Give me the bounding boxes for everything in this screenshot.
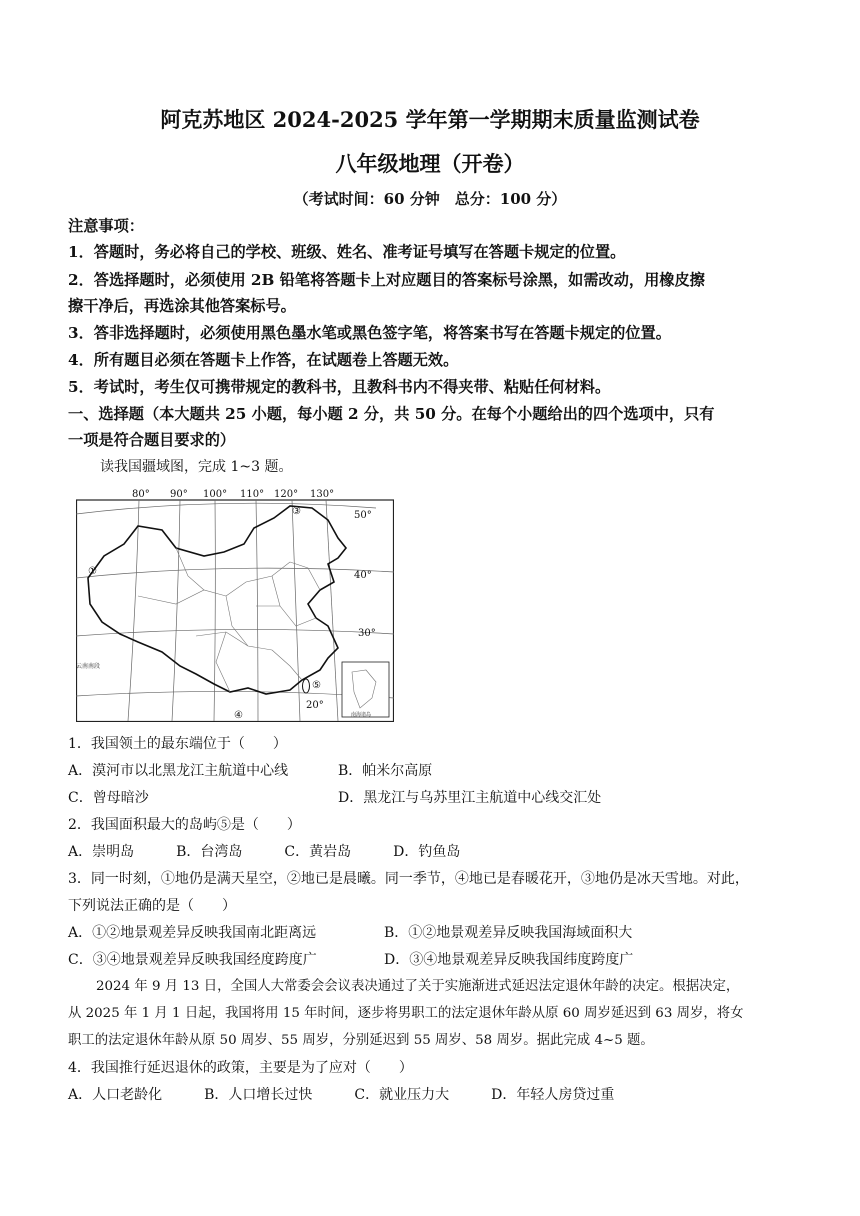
- map-marker-4: ④: [234, 710, 243, 721]
- notes-heading: 注意事项：: [68, 217, 144, 235]
- material-line-3: 职工的法定退休年龄从原 50 周岁、55 周岁，分别延迟到 55 周岁、58 周岁。据此完成 4~5 题。: [68, 1033, 654, 1048]
- q3-option-d: D．③④地景观差异反映我国纬度跨度广: [384, 952, 634, 968]
- map-marker-1: ①: [88, 566, 97, 577]
- note-2a: 2．答选择题时，必须使用 2B 铅笔将答题卡上对应题目的答案标号涂黑，如需改动，用橡皮擦: [68, 271, 705, 289]
- lon-label-130: 130°: [310, 489, 335, 500]
- q3-option-b: B．①②地景观差异反映我国海域面积大: [384, 925, 633, 941]
- china-territory-map: [76, 486, 394, 722]
- q2-options: A．崇明岛 B．台湾岛 C．黄岩岛 D．钓鱼岛: [68, 844, 461, 860]
- inset-label: 南海诸岛: [351, 712, 372, 718]
- q1-option-c: C．曾母暗沙: [68, 790, 149, 806]
- lat-label-40: 40°: [354, 570, 372, 581]
- lon-label-120: 120°: [274, 489, 299, 500]
- exam-title: 阿克苏地区 2024-2025 学年第一学期期末质量监测试卷: [160, 107, 700, 132]
- lon-label-80: 80°: [132, 489, 150, 500]
- lat-label-50: 50°: [354, 510, 372, 521]
- question-4: 4．我国推行延迟退休的政策，主要是为了应对（ ）: [68, 1060, 413, 1076]
- q1-option-d: D．黑龙江与乌苏里江主航道中心线交汇处: [338, 790, 602, 806]
- q3-option-a: A．①②地景观差异反映我国南北距离远: [68, 925, 317, 941]
- map-small-label: 云南南段: [76, 663, 101, 670]
- q1-option-a: A．漠河市以北黑龙江主航道中心线: [68, 763, 289, 779]
- q1-option-b: B．帕米尔高原: [338, 763, 433, 779]
- lat-label-20: 20°: [306, 700, 324, 711]
- question-2: 2．我国面积最大的岛屿⑤是（ ）: [68, 817, 301, 833]
- note-2b: 擦干净后，再选涂其他答案标号。: [68, 297, 296, 315]
- lon-label-100: 100°: [203, 489, 228, 500]
- exam-subtitle: 八年级地理（开卷）: [335, 151, 525, 176]
- section1-heading-b: 一项是符合题目要求的）: [68, 431, 236, 449]
- lon-label-110: 110°: [240, 489, 265, 500]
- note-5: 5．考试时，考生仅可携带规定的教科书，且教科书内不得夹带、粘贴任何材料。: [68, 378, 611, 396]
- question-1: 1．我国领土的最东端位于（ ）: [68, 736, 287, 752]
- map-marker-5: ⑤: [312, 680, 321, 691]
- note-3: 3．答非选择题时，必须使用黑色墨水笔或黑色签字笔，将答案书写在答题卡规定的位置。: [68, 324, 671, 342]
- note-4: 4．所有题目必须在答题卡上作答，在试题卷上答题无效。: [68, 351, 459, 369]
- section1-heading-a: 一、选择题（本大题共 25 小题，每小题 2 分，共 50 分。在每个小题给出的四个选项中，只有: [68, 405, 715, 423]
- note-1: 1．答题时，务必将自己的学校、班级、姓名、准考证号填写在答题卡规定的位置。: [68, 243, 626, 261]
- material-line-1: 2024 年 9 月 13 日，全国人大常委会会议表决通过了关于实施渐进式延迟法定退休年龄的决定。根据决定，: [96, 979, 740, 994]
- map-intro: 读我国疆域图，完成 1~3 题。: [100, 459, 293, 475]
- material-line-2: 从 2025 年 1 月 1 日起，我国将用 15 年时间，逐步将男职工的法定退休年龄从原 60 周岁延迟到 63 周岁，将女: [68, 1006, 744, 1021]
- lon-label-90: 90°: [170, 489, 188, 500]
- q3-option-c: C．③④地景观差异反映我国经度跨度广: [68, 952, 317, 968]
- lat-label-30: 30°: [358, 628, 376, 639]
- map-marker-3: ③: [292, 506, 301, 517]
- question-3-b: 下列说法正确的是（ ）: [68, 898, 236, 914]
- exam-info: （考试时间：60 分钟 总分：100 分）: [293, 190, 567, 208]
- q4-options: A．人口老龄化 B．人口增长过快 C．就业压力大 D．年轻人房贷过重: [68, 1087, 615, 1103]
- question-3-a: 3．同一时刻，①地仍是满天星空，②地已是晨曦。同一季节，④地已是春暖花开，③地仍是冰天雪地。对此，: [68, 871, 749, 887]
